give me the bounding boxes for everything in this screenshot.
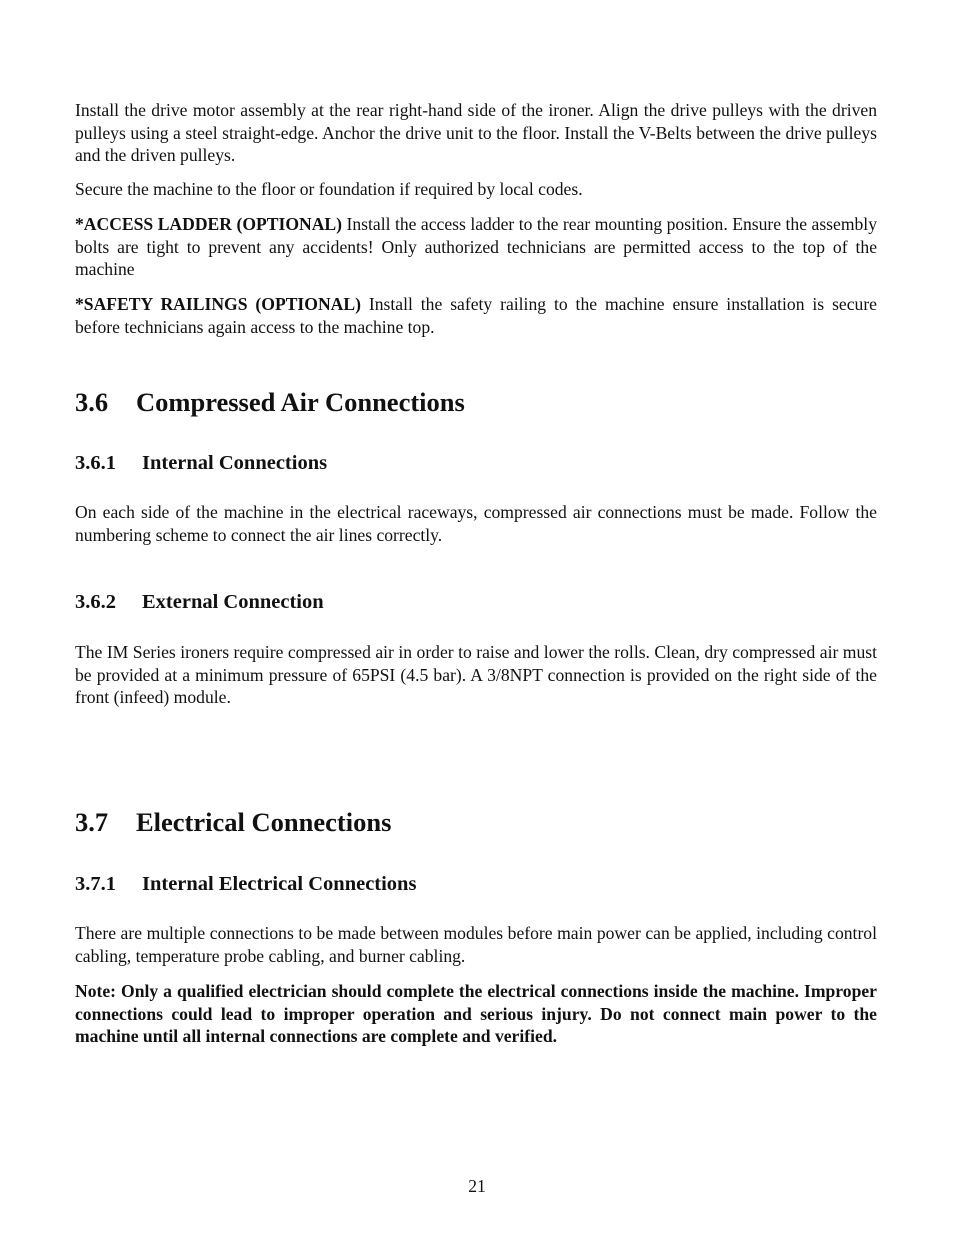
section-3-6-2-heading — [75, 590, 324, 614]
section-number: 3.6.1 — [75, 452, 116, 474]
section-title: Compressed Air Connections — [136, 387, 465, 417]
section-3-7-1-heading — [75, 872, 416, 896]
external-connection-paragraph: The IM Series ironers require compressed air in order to raise and lower the rolls. Clean, dry compressed air must be provided at a minimum pressure of 65PSI (4.5 bar). A 3/8NPT connection is provided on the right side of the front (infeed) module. — [75, 642, 877, 707]
section-3-6-heading — [75, 387, 465, 417]
access-ladder-label: *ACCESS LADDER (OPTIONAL) — [75, 214, 343, 234]
section-number: 3.6.2 — [75, 591, 116, 613]
section-number: 3.7.1 — [75, 873, 116, 895]
drive-motor-paragraph: Install the drive motor assembly at the rear right-hand side of the ironer. Align the drive pulleys with the driven pulleys using a steel straight-edge. Anchor the drive unit to the floor. Install the V-Belts between the drive pulleys and the driven pulleys. — [75, 100, 877, 165]
safety-railings-text: Install the safety railing to the machine ensure installation is secure before technicians again access to the machine top. — [75, 294, 877, 337]
section-title: Electrical Connections — [136, 807, 392, 837]
page-number: 21 — [468, 1176, 486, 1196]
safety-railings-paragraph — [75, 293, 877, 338]
safety-railings-label: *SAFETY RAILINGS (OPTIONAL) — [75, 294, 361, 314]
section-title: External Connection — [142, 591, 324, 613]
section-title: Internal Connections — [142, 452, 328, 474]
section-3-6-1-heading — [75, 451, 327, 475]
internal-connections-paragraph: On each side of the machine in the electrical raceways, compressed air connections must be made. Follow the numbering scheme to connect the air lines correctly. — [75, 502, 877, 545]
section-number: 3.6 — [75, 387, 109, 417]
section-title: Internal Electrical Connections — [142, 873, 417, 895]
internal-electrical-paragraph: There are multiple connections to be made between modules before main power can be applied, including control cabling, temperature probe cabling, and burner cabling. — [75, 923, 877, 966]
access-ladder-paragraph — [75, 213, 877, 281]
floor-secure-paragraph: Secure the machine to the floor or foundation if required by local codes. — [75, 179, 583, 199]
access-ladder-text: Install the access ladder to the rear mounting position. Ensure the assembly bolts are tight to prevent any accidents! Only authorized technicians are permitted access to the top of the machine — [75, 214, 877, 279]
section-number: 3.7 — [75, 807, 109, 837]
section-3-7-heading — [75, 807, 391, 837]
electrician-note: Note: Only a qualified electrician should complete the electrical connections inside the machine. Improper connections could lead to improper operation and serious injury. Do not connect main power to the machine until all internal connections are complete and verified. — [75, 981, 877, 1046]
